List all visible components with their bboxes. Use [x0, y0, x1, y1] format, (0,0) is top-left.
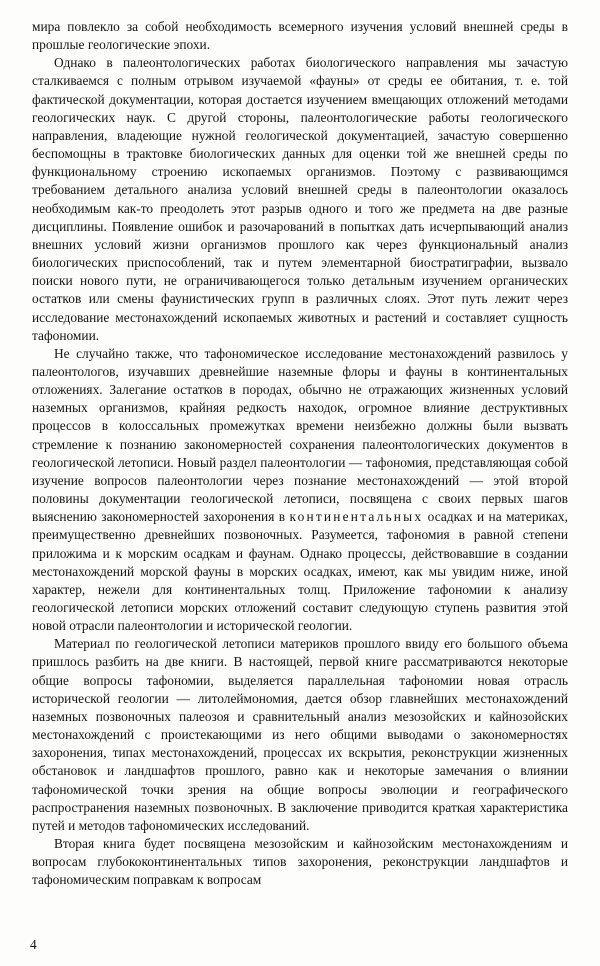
paragraph-2: Однако в палеонтологических работах биологического направления мы зачастую сталкиваемся с полным отрывом изучаемой «фауны» от среды ее обитания, т. е. той фактической документации, которая достается изучением вмещающих отложений методами геологических наук. С другой стороны, палеонтологические работы геологического направления, владеющие нужной геологической документацией, зачастую совершенно беспомощны в трактовке биологических данных для оценки той же внешней среды по функциональному строению ископаемых организмов. Поэтому с развивающимся требованием детального анализа условий внешней среды в палеонтологии оказалось необходимым как-то преодолеть этот разрыв одного и того же предмета на две разные дисциплины. Появление ошибок и разочарований в попытках дать исчерпывающий анализ внешних условий жизни организмов прошлого как через функциональный анализ биологических приспособлений, так и путем элементарной биостратиграфии, вызвало поиски нового пути, не ограничивающегося только детальным изучением органических остатков или смены фаунистических групп в различных слоях. Этот путь лежит через исследование местонахождений ископаемых животных и растений и составляет сущность тафономии. [32, 55, 568, 343]
page-number: 4 [30, 937, 37, 952]
paragraph-3-part-2: осадках и на материках, преимущественно древнейших позвоночных. Разумеется, тафономия в равной степени приложима и к морским осадкам и фаунам. Однако процессы, действовавшие в создании местонахождений морской фауны в морских осадках, имеют, как мы увидим ниже, иной характер, нежели для континентальных толщ. Приложение тафономии к анализу геологической летописи морских отложений составит следующую ступень развития этой новой отрасли палеонтологии и исторической геологии. [32, 509, 568, 634]
paragraph-4: Материал по геологической летописи материков прошлого ввиду его большого объема пришлось разбить на две книги. В настоящей, первой книге рассматриваются некоторые общие вопросы тафономии, выделяется параллельная тафономии новая отрасль исторической геологии — литолеймономия, дается обзор главнейших местонахождений наземных позвоночных палеозоя и сравнительный анализ мезозойских и кайнозойских местонахождений с проистекающими из него общими выводами о закономерностях захоронения, типах местонахождений, процессах их вскрытия, реконструкции жизненных обстановок и ландшафтов прошлого, равно как и некоторые замечания о влиянии тафономической точки зрения на общие вопросы эволюции и географического распространения наземных позвоночных. В заключение приводится краткая характеристика путей и методов тафономических исследований. [32, 636, 568, 833]
paragraph-3-spaced-emphasis: континентальных [289, 509, 424, 525]
paragraph-5: Вторая книга будет посвящена мезозойским и кайнозойским местонахождениям и вопросам глубококонтинентальных типов захоронения, реконструкции ландшафтов и тафономическим поправкам к вопросам [32, 836, 568, 888]
paragraph-1: мира повлекло за собой необходимость всемерного изучения условий внешней среды в прошлые геологические эпохи. [32, 19, 568, 53]
text-column [32, 18, 568, 890]
paragraph-3 [32, 345, 568, 636]
paragraph-3-part-1: Не случайно также, что тафономическое исследование местонахождений развилось у палеонтологов, изучавших древнейшие наземные флоры и фауны в континентальных отложениях. Залегание остатков в породах, обычно не отражающих жизненных условий наземных организмов, крайняя редкость находок, огромное влияние деструктивных процессов в колоссальных промежутках времени неизбежно должны были вызвать стремление к познанию закономерностей сохранения палеонтологических документов в геологической летописи. Новый раздел палеонтологии — тафономия, представляющая собой изучение вопросов палеонтологии через познание местонахождений — этой второй половины документации геологической летописи, посвящена с своих первых шагов выяснению закономерностей захоронения в [32, 345, 568, 525]
